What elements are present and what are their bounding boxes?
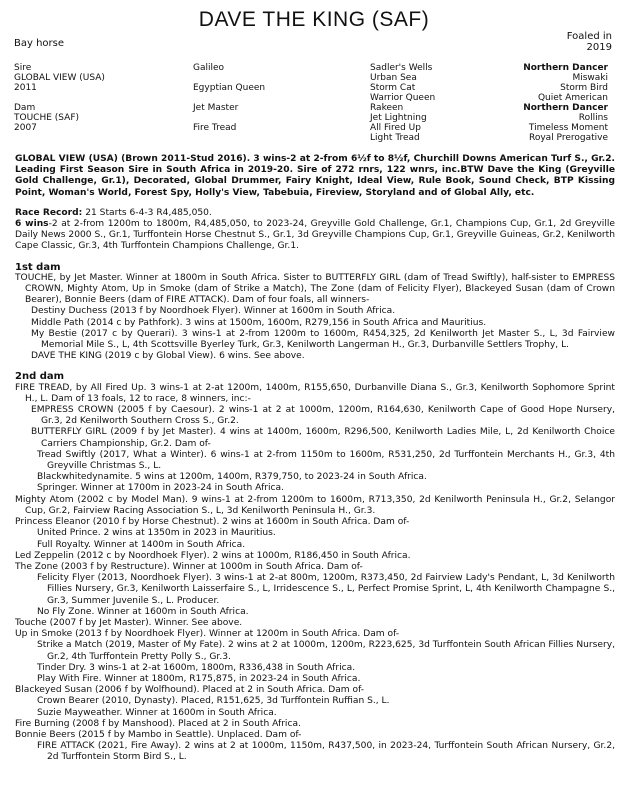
pedigree-gen3: Warrior Queen [370,93,436,103]
sire-label: Sire [14,63,32,73]
second-dam-entry: Blackeyed Susan (2006 f by Wolfhound). Placed at 2 in South Africa. Dam of- [15,685,365,696]
pedigree-gen4: Royal Prerogative [529,133,608,143]
pedigree-gen3: Urban Sea [370,73,417,83]
first-dam-entry: DAVE THE KING (2019 c by Global View). 6 wins. See above. [31,351,305,362]
second-dam-entry: Mighty Atom (2002 c by Model Man). 9 wins-1 at 2-from 1200m to 1600m, R713,350, 2d Kenilworth Peninsula H., Gr.2, Selangor Cup, Gr.2, Fairview Racing Association S., L, 3d Kenilworth Peninsula H., Gr.3. [15,494,615,516]
race-wins-text: -2 at 2-from 1200m to 1800m, R4,485,050, to 2023-24, Greyville Gold Challenge, Gr.1, Champions Cup, Gr.1, 2d Greyville Daily News 2000 S., Gr.1, Turffontein Horse Chestnut S., Gr.1, 3d Greyville Champions Cup, Gr.1, Greyville Guineas, Gr.2, Kenilworth Cape Classic, Gr.3, 4th Turffontein Champions Challenge, Gr.1. [15,219,615,252]
pedigree-gen2: Jet Master [193,103,239,113]
second-dam-entry: EMPRESS CROWN (2005 f by Caesour). 2 wins-1 at 2 at 1000m, 1200m, R164,630, Kenilworth Cape of Good Hope Nursery, Gr.3, 2d Kenilworth Southern Cross S., Gr.2. [31,405,615,427]
dam-year: 2007 [14,123,37,133]
second-dam-entry: Crown Bearer (2010, Dynasty). Placed, R151,625, 3d Turffontein Ruffian S., L. [37,696,390,707]
second-dam-entry: Full Royalty. Winner at 1400m in South Africa. [37,539,246,550]
foaled-year: 2019 [586,42,612,53]
second-dam-entry: Led Zeppelin (2012 c by Noordhoek Flyer). 2 wins at 1000m, R186,450 in South Africa. [15,550,411,561]
sire-paragraph: GLOBAL VIEW (USA) (Brown 2011-Stud 2016). 3 wins-2 at 2-from 6½f to 8½f, Churchill Downs American Turf S., Gr.2. Leading First Season Sire in South Africa in 2019-20. Sire of 272 rnrs, 122 wnrs, inc.BTW Dave the King (Greyville Gold Challenge, Gr.1), Decorated, Global Drummer, Fairy Knight, Ideal View, Rule Book, Sound Check, BTP Kissing Point, Woman's World, Forest Spy, Holly's View, Tabebuia, Fireview, Storyland and of Global Ally, etc. [15,154,615,198]
second-dam-entry: Bonnie Beers (2015 f by Mambo in Seattle). Unplaced. Dam of- [15,729,302,740]
race-wins-count: 6 wins [15,219,49,230]
second-dam-entry: BUTTERFLY GIRL (2009 f by Jet Master). 4 wins at 1400m, 1600m, R296,500, Kenilworth Ladies Mile, L, 2d Kenilworth Choice Carriers Championship, Gr.2. Dam of- [31,427,615,449]
pedigree-gen4: Northern Dancer [523,103,608,113]
sire-name: GLOBAL VIEW (USA) [14,73,105,83]
second-dam-entry: FIRE TREAD, by All Fired Up. 3 wins-1 at 2-at 1200m, 1400m, R155,650, Durbanville Diana S., Gr.3, Kenilworth Sophomore Sprint H., L. Dam of 13 foals, 12 to race, 8 winners, inc:- [15,382,615,404]
first-dam-entry: Middle Path (2014 c by Pathfork). 3 wins at 1500m, 1600m, R279,156 in South Africa and Mauritius. [31,317,487,328]
pedigree-gen4: Quiet American [537,93,608,103]
second-dam-entry: Springer. Winner at 1700m in 2023-24 in South Africa. [37,483,285,494]
pedigree-gen3: Sadler's Wells [370,63,433,73]
second-dam-entry: Touche (2007 f by Jet Master). Winner. See above. [15,617,243,628]
race-record-label: Race Record: [15,207,83,218]
second-dam-entry: Fire Burning (2008 f by Manshood). Placed at 2 in South Africa. [15,718,301,729]
first-dam-entry: Destiny Duchess (2013 f by Noordhoek Flyer). Winner at 1600m in South Africa. [31,306,396,317]
pedigree-table [0,64,628,150]
pedigree-gen3: All Fired Up [370,123,421,133]
pedigree-gen4: Northern Dancer [523,63,608,73]
first-dam-heading: 1st dam [15,261,61,273]
catalogue-body [15,154,615,764]
second-dam-entry: FIRE ATTACK (2021, Fire Away). 2 wins at 2 at 1000m, 1150m, R437,500, in 2023-24, Turffontein South African Nursery, Gr.2, 2d Turffontein Storm Bird S., L. [37,741,615,763]
race-record [15,208,615,219]
pedigree-gen3: Jet Lightning [370,113,427,123]
first-dam-entry: TOUCHE, by Jet Master. Winner at 1800m in South Africa. Sister to BUTTERFLY GIRL (dam of Tread Swiftly), half-sister to EMPRESS CROWN, Mighty Atom, Up in Smoke (dam of Strike a Match), The Zone (dam of Felicity Flyer), Blackeyed Susan (dam of Crown Bearer), Bonnie Beers (dam of FIRE ATTACK). Dam of four foals, all winners- [15,272,615,306]
second-dam-entry: The Zone (2003 f by Restructure). Winner at 1000m in South Africa. Dam of- [15,561,363,572]
pedigree-gen3: Light Tread [370,133,420,143]
pedigree-gen2: Egyptian Queen [193,83,266,93]
first-dam-entry: My Bestie (2017 c by Querari). 3 wins-1 at 2-from 1200m to 1600m, R454,325, 2d Kenilworth Jet Master S., L, 3d Fairview Memorial Mile S., L, 4th Scottsville Byerley Turk, Gr.3, Kenilworth Langerman H., Gr.3, Durbanville Settlers Trophy, L. [31,328,615,351]
pedigree-gen3: Storm Cat [370,83,416,93]
second-dam-entry: Felicity Flyer (2013, Noordhoek Flyer). 3 wins-1 at 2-at 800m, 1200m, R373,450, 2d Fairview Lady's Pendant, L, 3d Kenilworth Fillies Nursery, Gr.3, Kenilworth Laisserfaire S., L, Irridescence S., L, Perfect Promise Sprint, L, 4th Kenilworth Champagne S., Gr.3, Summer Juvenile S., L. Producer. [37,573,615,606]
second-dam-entry: No Fly Zone. Winner at 1600m in South Africa. [37,606,249,617]
pedigree-gen2: Galileo [193,63,225,73]
pedigree-gen4: Timeless Moment [528,123,608,133]
second-dam-entry: Blackwhitedynamite. 5 wins at 1200m, 1400m, R379,750, to 2023-24 in South Africa. [37,472,427,483]
race-record-value: 21 Starts 6-4-3 R4,485,050. [85,207,212,218]
pedigree-gen2: Fire Tread [193,123,237,133]
second-dam-entry: Princess Eleanor (2010 f by Horse Chestnut). 2 wins at 1600m in South Africa. Dam of- [15,517,410,528]
sire-year: 2011 [14,83,37,93]
pedigree-gen3: Rakeen [370,103,404,113]
dam-label: Dam [14,103,36,113]
second-dam-entry: Play With Fire. Winner at 1800m, R175,875, in 2023-24 in South Africa. [37,673,361,684]
pedigree-gen4: Miswaki [572,73,608,83]
race-wins [15,219,615,253]
second-dam-entry: Tread Swiftly (2017, What a Winter). 6 wins-1 at 2-from 1150m to 1600m, R531,250, 2d Turffontein Merchants H., Gr.3, 4th Greyville Christmas S., L. [37,449,615,472]
pedigree-gen4: Rollins [578,113,608,123]
dam-name: TOUCHE (SAF) [14,113,80,123]
second-dam-entry: Strike a Match (2019, Master of My Fate). 2 wins at 2 at 1000m, 1200m, R223,625, 3d Turffontein South African Fillies Nursery, Gr.2, 4th Turffontein Pretty Polly S., Gr.3. [37,640,615,662]
second-dam-entry: Suzie Mayweather. Winner at 1600m in South Africa. [37,707,277,718]
foaled-label: Foaled in [566,31,612,42]
page-title: DAVE THE KING (SAF) [198,8,430,31]
second-dam-heading: 2nd dam [15,371,65,383]
second-dam-entry: United Prince. 2 wins at 1350m in 2023 in Mauritius. [37,528,276,539]
horse-colour: Bay horse [14,38,65,49]
pedigree-gen4: Storm Bird [560,83,608,93]
second-dam-entry: Up in Smoke (2013 f by Noordhoek Flyer). Winner at 1200m in South Africa. Dam of- [15,629,400,640]
second-dam-entry: Tinder Dry. 3 wins-1 at 2-at 1600m, 1800m, R336,438 in South Africa. [37,662,356,673]
